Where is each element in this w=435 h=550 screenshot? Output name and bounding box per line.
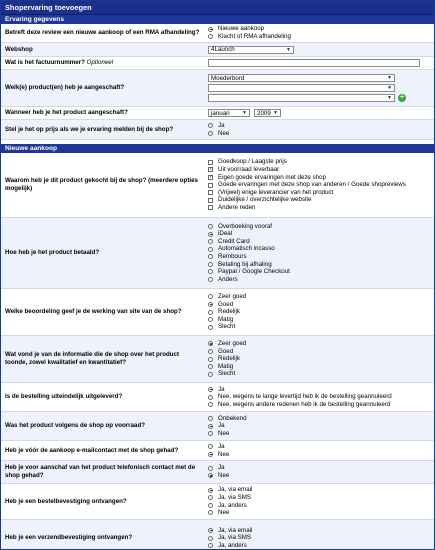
option-in-stock[interactable]: Onbekend: [208, 415, 434, 423]
radio-button[interactable]: [208, 302, 213, 307]
label-purchase-date: Wanneer heb je het product aangeschaft?: [5, 109, 128, 116]
row-in-stock: [1, 412, 434, 441]
radio-button[interactable]: [208, 325, 213, 330]
radio-button[interactable]: [208, 247, 213, 252]
radio-button[interactable]: [208, 349, 213, 354]
option-payment[interactable]: Automatisch incasso: [208, 245, 434, 253]
option-payment[interactable]: Credit Card: [208, 238, 434, 246]
label-products: Welk(e) product(en) heb je aangeschaft?: [5, 84, 125, 91]
row-phone-contact: [1, 461, 434, 484]
product-select-3[interactable]: [208, 94, 395, 102]
option-payment[interactable]: Betaling bij afhaling: [208, 261, 434, 269]
label-invoice: Wat is het factuurnummer? Optioneel: [5, 59, 114, 66]
option-phone-contact[interactable]: Nee: [208, 472, 434, 480]
row-delivered: [1, 383, 434, 412]
chevron-down-icon: ▼: [387, 95, 392, 101]
group-site-rating: [204, 292, 434, 332]
option-site-rating[interactable]: Slecht: [208, 323, 434, 331]
option-why[interactable]: Duidelijke / overzichtelijke website: [208, 196, 434, 204]
chevron-down-icon: ▼: [387, 85, 392, 91]
radio-button[interactable]: [208, 424, 213, 429]
radio-button[interactable]: [208, 528, 213, 533]
label-phone-contact: Heb je voor aanschaf van het product telefonisch contact met de shop gehad?: [5, 464, 196, 479]
option-info-rating[interactable]: Zeer goed: [208, 340, 434, 348]
group-info-rating: [204, 339, 434, 379]
checkbox[interactable]: ✓: [209, 166, 214, 173]
checkbox[interactable]: [208, 198, 213, 203]
label-publish: Stel je het op prijs als we je ervaring melden bij de shop?: [5, 125, 174, 133]
radio-button[interactable]: [208, 503, 213, 508]
radio-button[interactable]: [208, 364, 213, 369]
section-experience: Ervaring gegevens: [1, 15, 434, 24]
option-order-confirmation[interactable]: Nee: [208, 509, 434, 517]
option-review-type[interactable]: Klacht of RMA afhandeling: [208, 33, 434, 41]
radio-button[interactable]: [208, 269, 213, 274]
option-why[interactable]: ✓ Uit voorraad leverbaar: [209, 166, 280, 174]
option-order-confirmation[interactable]: Ja, anders: [208, 502, 434, 510]
invoice-input[interactable]: [208, 59, 420, 67]
group-why: [204, 157, 434, 212]
row-webshop: [1, 43, 434, 57]
product-select-2[interactable]: [208, 84, 395, 92]
radio-button[interactable]: [208, 452, 213, 457]
row-site-rating: [1, 289, 434, 336]
option-why[interactable]: Goedkoop / Laagste prijs: [208, 158, 434, 166]
group-shipping-confirmation: [204, 526, 434, 550]
label-order-confirmation: Heb je een bestelbevestiging ontvangen?: [5, 497, 127, 505]
row-purchase-date: [1, 107, 434, 120]
option-review-type[interactable]: Nieuwe aankoop: [208, 25, 434, 33]
row-invoice: [1, 57, 434, 70]
group-in-stock: [204, 414, 434, 439]
webshop-select[interactable]: 4Launch ▼: [208, 46, 294, 54]
option-payment[interactable]: Anders: [208, 276, 434, 284]
radio-button[interactable]: [208, 395, 213, 400]
row-review-type: [1, 24, 434, 43]
chevron-down-icon: ▼: [387, 75, 392, 81]
radio-button[interactable]: [208, 488, 213, 493]
option-payment[interactable]: Paypal / Google Checkout: [208, 268, 434, 276]
radio-button[interactable]: [208, 262, 213, 267]
chevron-down-icon: ▼: [286, 46, 291, 53]
row-shipping-confirmation: [1, 520, 434, 550]
row-publish: [1, 120, 434, 140]
radio-button[interactable]: [208, 294, 213, 299]
option-shipping-confirmation[interactable]: Ja, via email: [208, 527, 434, 535]
label-delivered: Is de bestelling uiteindelijk uitgeleverd?: [5, 393, 123, 400]
radio-button[interactable]: [208, 473, 213, 478]
label-why: Waarom heb je dit product gekocht bij de shop? (meerdere opties mogelijk): [5, 177, 198, 192]
option-payment[interactable]: Rembours: [208, 253, 434, 261]
option-delivered[interactable]: Ja: [208, 386, 434, 394]
chevron-down-icon: ▼: [242, 110, 247, 116]
row-info-rating: [1, 336, 434, 383]
window-title: Shopervaring toevoegen: [1, 1, 434, 15]
option-publish[interactable]: Nee: [208, 130, 434, 138]
radio-button[interactable]: [208, 444, 213, 449]
label-site-rating: Welke beoordeling geef je de werking van site van de shop?: [5, 308, 182, 315]
row-products: [1, 70, 434, 107]
label-info-rating: Wat vond je van de informatie die de shop over het product toonde, zowel kwalitatief en kwantitatief?: [5, 351, 180, 366]
group-phone-contact: [204, 463, 434, 480]
section-new-purchase: Nieuwe aankoop: [1, 144, 434, 153]
radio-button[interactable]: [208, 34, 213, 39]
group-payment: [204, 222, 434, 285]
checkbox[interactable]: [208, 190, 213, 195]
radio-button[interactable]: [208, 131, 213, 136]
radio-button[interactable]: [208, 310, 213, 315]
radio-button[interactable]: [208, 402, 213, 407]
group-order-confirmation: [204, 485, 434, 517]
label-webshop: Webshop: [5, 45, 33, 53]
radio-button[interactable]: [208, 466, 213, 471]
radio-button[interactable]: [208, 317, 213, 322]
radio-button[interactable]: [208, 27, 213, 32]
row-email-contact: [1, 441, 434, 461]
option-info-rating[interactable]: Goed: [208, 348, 434, 356]
option-order-confirmation[interactable]: Ja, via email: [208, 486, 434, 494]
label-in-stock: Was het product volgens de shop op voorraad?: [5, 422, 146, 429]
option-in-stock[interactable]: Ja: [208, 422, 434, 430]
option-site-rating[interactable]: Zeer goed: [208, 293, 434, 301]
option-info-rating[interactable]: Redelijk: [208, 355, 434, 363]
radio-button[interactable]: [208, 277, 213, 282]
checkbox[interactable]: [208, 205, 213, 210]
radio-button[interactable]: [208, 232, 213, 237]
option-why[interactable]: Goede ervaringen met deze shop van anderen / Goede shopreviews: [208, 181, 434, 189]
group-review-type: [204, 24, 434, 41]
plus-icon[interactable]: +: [399, 94, 405, 101]
option-email-contact[interactable]: Ja: [208, 443, 434, 451]
option-site-rating[interactable]: Goed: [208, 301, 434, 309]
option-publish[interactable]: Ja: [208, 122, 434, 130]
option-payment[interactable]: Overboeking vooraf: [208, 223, 434, 231]
radio-button[interactable]: [208, 387, 213, 392]
label-review-type: Betreft deze review een nieuwe aankoop of een RMA afhandeling?: [5, 29, 200, 36]
option-why[interactable]: Andere reden: [208, 204, 434, 212]
option-info-rating[interactable]: Matig: [208, 363, 434, 371]
option-why[interactable]: (Vrijwel) enige leverancier van het product: [208, 189, 434, 197]
month-select[interactable]: januari ▼: [208, 109, 250, 117]
radio-button[interactable]: [208, 357, 213, 362]
radio-button[interactable]: [208, 431, 213, 436]
radio-button[interactable]: [208, 536, 213, 541]
row-why: [1, 153, 434, 218]
row-payment: [1, 218, 434, 289]
label-shipping-confirmation: Heb je een verzendbevestiging ontvangen?: [5, 534, 133, 541]
option-payment[interactable]: iDeal: [208, 230, 434, 238]
group-delivered: [204, 385, 434, 410]
radio-button[interactable]: [208, 495, 213, 500]
radio-button[interactable]: [208, 254, 213, 259]
radio-button[interactable]: [208, 341, 213, 346]
checkbox[interactable]: [208, 183, 213, 188]
option-email-contact[interactable]: Nee: [208, 451, 434, 459]
option-shipping-confirmation[interactable]: Ja, anders: [208, 542, 434, 550]
option-phone-contact[interactable]: Ja: [208, 464, 434, 472]
checkbox[interactable]: ✓: [209, 173, 214, 180]
label-payment: Hoe heb je het product betaald?: [5, 249, 100, 256]
option-shipping-confirmation[interactable]: Ja, via SMS: [208, 534, 434, 542]
option-site-rating[interactable]: Redelijk: [208, 308, 434, 316]
option-info-rating[interactable]: Slecht: [208, 370, 434, 378]
year-select[interactable]: 2009 ▼: [254, 109, 281, 117]
row-order-confirmation: [1, 484, 434, 520]
radio-button[interactable]: [208, 510, 213, 515]
checkbox[interactable]: [208, 160, 213, 165]
radio-button[interactable]: [208, 224, 213, 229]
radio-button[interactable]: [208, 543, 213, 548]
option-site-rating[interactable]: Matig: [208, 316, 434, 324]
radio-button[interactable]: [208, 123, 213, 128]
option-delivered[interactable]: Nee, wegens te lange levertijd heb ik de bestelling geannuleerd: [208, 393, 434, 401]
option-order-confirmation[interactable]: Ja, via SMS: [208, 494, 434, 502]
chevron-down-icon: ▼: [273, 110, 278, 116]
group-email-contact: [204, 442, 434, 459]
radio-button[interactable]: [208, 239, 213, 244]
label-email-contact: Heb je vóór de aankoop e-mailcontact met de shop gehad?: [5, 446, 179, 454]
product-select-1[interactable]: Moederbord ▼: [208, 74, 395, 82]
option-in-stock[interactable]: Nee: [208, 430, 434, 438]
option-delivered[interactable]: Nee, wegens andere redenen heb ik de bestelling geannuleerd: [208, 401, 434, 409]
radio-button[interactable]: [208, 416, 213, 421]
option-why[interactable]: ✓ Eigen goede ervaringen met deze shop: [209, 173, 327, 181]
radio-button[interactable]: [208, 372, 213, 377]
